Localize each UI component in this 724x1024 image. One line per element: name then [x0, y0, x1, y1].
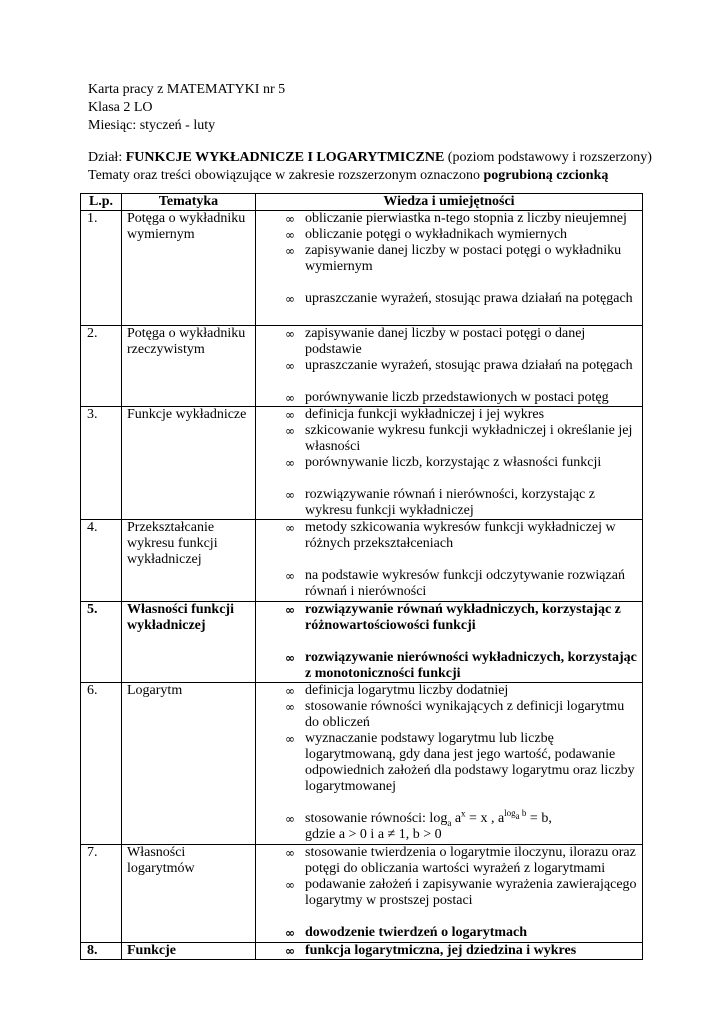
list-item: ∞ wyznaczanie podstawy logarytmu lub liczbę logarytmowaną, gdy dana jest jego wartość, podawanie odpowiednich założeń dla podstawy logarytmu oraz liczby logarytmowanej [285, 731, 635, 794]
infinity-bullet-icon: ∞ [285, 603, 295, 617]
infinity-bullet-icon: ∞ [285, 359, 295, 373]
header-topic: Tematyka [122, 194, 256, 211]
section-note-bold: pogrubioną czcionką [483, 168, 609, 183]
infinity-bullet-icon: ∞ [285, 926, 295, 940]
row-topic: Przekształcanie wykresu funkcji wykładniczej [122, 520, 256, 602]
section-info [88, 149, 652, 185]
infinity-bullet-icon: ∞ [285, 424, 295, 438]
infinity-bullet-icon: ∞ [285, 812, 295, 826]
row-topic: Własności funkcji wykładniczej [122, 602, 256, 683]
section-note-line [88, 167, 652, 185]
section-level: (poziom podstawowy i rozszerzony) [444, 150, 652, 165]
infinity-bullet-icon: ∞ [285, 327, 295, 341]
list-item: ∞ upraszczanie wyrażeń, stosując prawa działań na potęgach [285, 291, 633, 306]
list-item: ∞ porównywanie liczb przedstawionych w postaci potęg [285, 390, 609, 405]
table-row [81, 407, 643, 520]
topics-table [80, 193, 643, 960]
row-number: 1. [81, 211, 122, 326]
infinity-bullet-icon: ∞ [285, 488, 295, 502]
table-row [81, 683, 643, 845]
infinity-bullet-icon: ∞ [285, 521, 295, 535]
class-label: Klasa 2 LO [88, 100, 153, 115]
infinity-bullet-icon: ∞ [285, 651, 295, 665]
row-topic: Funkcje [122, 943, 256, 960]
row-skills [256, 520, 643, 602]
list-item: ∞ dowodzenie twierdzeń o logarytmach [285, 925, 528, 940]
infinity-bullet-icon: ∞ [285, 944, 295, 958]
table-row [81, 326, 643, 407]
section-prefix: Dział: [88, 150, 126, 165]
row-number: 7. [81, 845, 122, 943]
list-item: ∞ definicja funkcji wykładniczej i jej wykres [285, 407, 545, 422]
list-item: ∞ rozwiązywanie równań wykładniczych, korzystając z różnowartościowości funkcji [285, 602, 621, 633]
row-topic: Potęga o wykładniku wymiernym [122, 211, 256, 326]
list-item: ∞ zapisywanie danej liczby w postaci potęgi o danej podstawie [285, 326, 586, 357]
row-skills [256, 943, 643, 960]
list-item: ∞ obliczanie potęgi o wykładnikach wymiernych [285, 227, 568, 242]
list-item: ∞ rozwiązywanie nierówności wykładniczych, korzystając z monotoniczności funkcji [285, 650, 637, 681]
infinity-bullet-icon: ∞ [285, 292, 295, 306]
list-item: ∞ metody szkicowania wykresów funkcji wykładniczej w różnych przekształceniach [285, 520, 616, 551]
row-topic: Funkcje wykładnicze [122, 407, 256, 520]
infinity-bullet-icon: ∞ [285, 569, 295, 583]
table-row [81, 211, 643, 326]
table-row [81, 943, 643, 960]
row-skills [256, 326, 643, 407]
section-note: Tematy oraz treści obowiązujące w zakresie rozszerzonym oznaczono [88, 168, 484, 183]
list-item: ∞ szkicowanie wykresu funkcji wykładniczej i określanie jej własności [285, 423, 633, 454]
list-item: ∞ obliczanie pierwiastka n-tego stopnia z liczby nieujemnej [285, 211, 627, 226]
infinity-bullet-icon: ∞ [285, 228, 295, 242]
list-item: ∞ stosowanie równości wynikających z definicji logarytmu do obliczeń [285, 699, 625, 730]
infinity-bullet-icon: ∞ [285, 456, 295, 470]
list-item: ∞ upraszczanie wyrażeń, stosując prawa działań na potęgach [285, 358, 633, 373]
row-topic: Własności logarytmów [122, 845, 256, 943]
document-header [88, 81, 285, 135]
row-number: 3. [81, 407, 122, 520]
infinity-bullet-icon: ∞ [285, 846, 295, 860]
list-item: ∞ rozwiązywanie równań i nierówności, korzystając z wykresu funkcji wykładniczej [285, 487, 595, 518]
row-skills [256, 845, 643, 943]
list-item: ∞ na podstawie wykresów funkcji odczytywanie rozwiązań równań i nierówności [285, 568, 625, 599]
row-skills [256, 602, 643, 683]
row-number: 8. [81, 943, 122, 960]
formula-condition: gdzie a > 0 i a ≠ 1, b > 0 [305, 827, 442, 842]
infinity-bullet-icon: ∞ [285, 408, 295, 422]
list-item: ∞ definicja logarytmu liczby dodatniej [285, 683, 509, 698]
table-header-row [81, 194, 643, 211]
table-row [81, 520, 643, 602]
infinity-bullet-icon: ∞ [285, 684, 295, 698]
row-topic: Potęga o wykładniku rzeczywistym [122, 326, 256, 407]
infinity-bullet-icon: ∞ [285, 700, 295, 714]
list-item: ∞ porównywanie liczb, korzystając z własności funkcji [285, 455, 602, 470]
infinity-bullet-icon: ∞ [285, 878, 295, 892]
header-skills: Wiedza i umiejętności [256, 194, 643, 211]
header-lp: L.p. [81, 194, 122, 211]
infinity-bullet-icon: ∞ [285, 212, 295, 226]
section-title: FUNKCJE WYKŁADNICZE I LOGARYTMICZNE [125, 150, 445, 165]
row-topic: Logarytm [122, 683, 256, 845]
row-skills [256, 211, 643, 326]
formula-line: stosowanie równości: $\log_a a^x = x$ , $a^{log_a b} = b$, gdzie a > 0 i a ≠ 1, b > 0 [305, 808, 552, 842]
table-row [81, 602, 643, 683]
row-skills [256, 683, 643, 845]
infinity-bullet-icon: ∞ [285, 391, 295, 405]
row-number: 2. [81, 326, 122, 407]
table-row [81, 845, 643, 943]
infinity-bullet-icon: ∞ [285, 732, 295, 746]
list-item: ∞ zapisywanie danej liczby w postaci potęgi o wykładniku wymiernym [285, 243, 622, 274]
row-number: 6. [81, 683, 122, 845]
section-title-line [88, 149, 652, 167]
row-skills [256, 407, 643, 520]
row-number: 4. [81, 520, 122, 602]
month-label: Miesiąc: styczeń - luty [88, 118, 216, 133]
list-item: ∞ podawanie założeń i zapisywanie wyrażenia zawierającego logarytmy w prostszej postaci [285, 877, 637, 908]
row-number: 5. [81, 602, 122, 683]
worksheet-title: Karta pracy z MATEMATYKI nr 5 [88, 82, 286, 97]
list-item: ∞ funkcja logarytmiczna, jej dziedzina i wykres [285, 943, 577, 958]
list-item: ∞ stosowanie twierdzenia o logarytmie iloczynu, ilorazu oraz potęgi do obliczania wartości wyrażeń z logarytmami [285, 845, 636, 876]
infinity-bullet-icon: ∞ [285, 244, 295, 258]
formula-item [260, 808, 638, 843]
